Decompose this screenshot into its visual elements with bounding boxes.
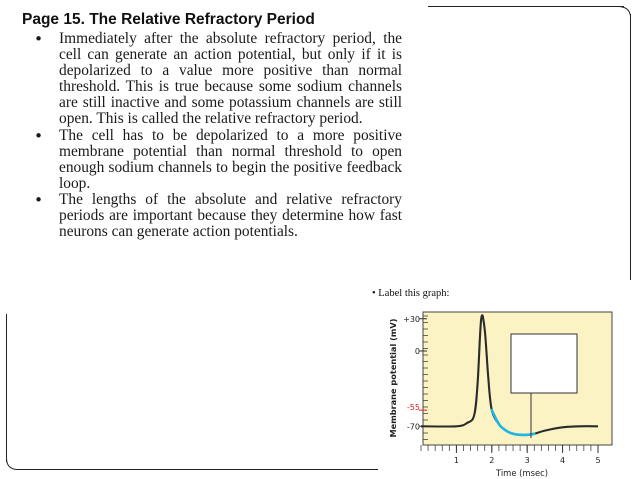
bullet-dot: • bbox=[34, 30, 44, 48]
bullet-item bbox=[34, 31, 402, 128]
bullet-text: The lengths of the absolute and relative refractory periods are important because they determine how fast neurons can generate action potentials. bbox=[59, 190, 402, 241]
frame-top-line bbox=[428, 6, 624, 7]
bullet-list bbox=[34, 31, 402, 240]
bullet-item bbox=[34, 128, 402, 192]
x-axis-label: Time (msec) bbox=[496, 468, 548, 478]
x-tick-label: 4 bbox=[560, 456, 566, 465]
x-tick-label: 2 bbox=[489, 456, 495, 465]
bullet-item bbox=[34, 192, 402, 240]
frame-right-line bbox=[630, 14, 631, 280]
y-tick-label: 0 bbox=[414, 347, 420, 356]
x-tick-labels bbox=[454, 456, 601, 465]
y-tick-label: +30 bbox=[403, 314, 420, 324]
page-title: Page 15. The Relative Refractory Period bbox=[22, 11, 315, 28]
x-tick-label: 5 bbox=[595, 456, 601, 465]
frame-left-line bbox=[6, 314, 7, 462]
y-axis-label: Membrane potential (mV) bbox=[388, 318, 398, 438]
bullet-dot: • bbox=[34, 126, 44, 145]
frame-top-right-corner bbox=[618, 4, 634, 18]
y-tick-label: -55 bbox=[406, 403, 420, 413]
action-potential-graph bbox=[372, 300, 622, 478]
frame-bottom-line bbox=[16, 469, 378, 470]
x-tick-label: 3 bbox=[524, 456, 530, 465]
graph-caption: • Label this graph: bbox=[372, 288, 450, 299]
bullet-dot: • bbox=[34, 190, 44, 209]
bullet-text: The cell has to be depolarized to a more positive membrane potential than normal threshold to open enough sodium channels to begin the positive feedback loop. bbox=[59, 126, 402, 192]
bullet-text: Immediately after the absolute refractory period, the cell can generate an action potential, but only if it is depolarized to a value more positive than normal threshold. This is true because some sodium channels are still inactive and some potassium channels are still open. This is called the relative refractory period. bbox=[59, 30, 402, 128]
y-tick-labels bbox=[403, 315, 420, 432]
x-tick-label: 1 bbox=[453, 456, 459, 465]
label-answer-box[interactable] bbox=[511, 334, 577, 393]
y-tick-label: -70 bbox=[406, 422, 420, 432]
